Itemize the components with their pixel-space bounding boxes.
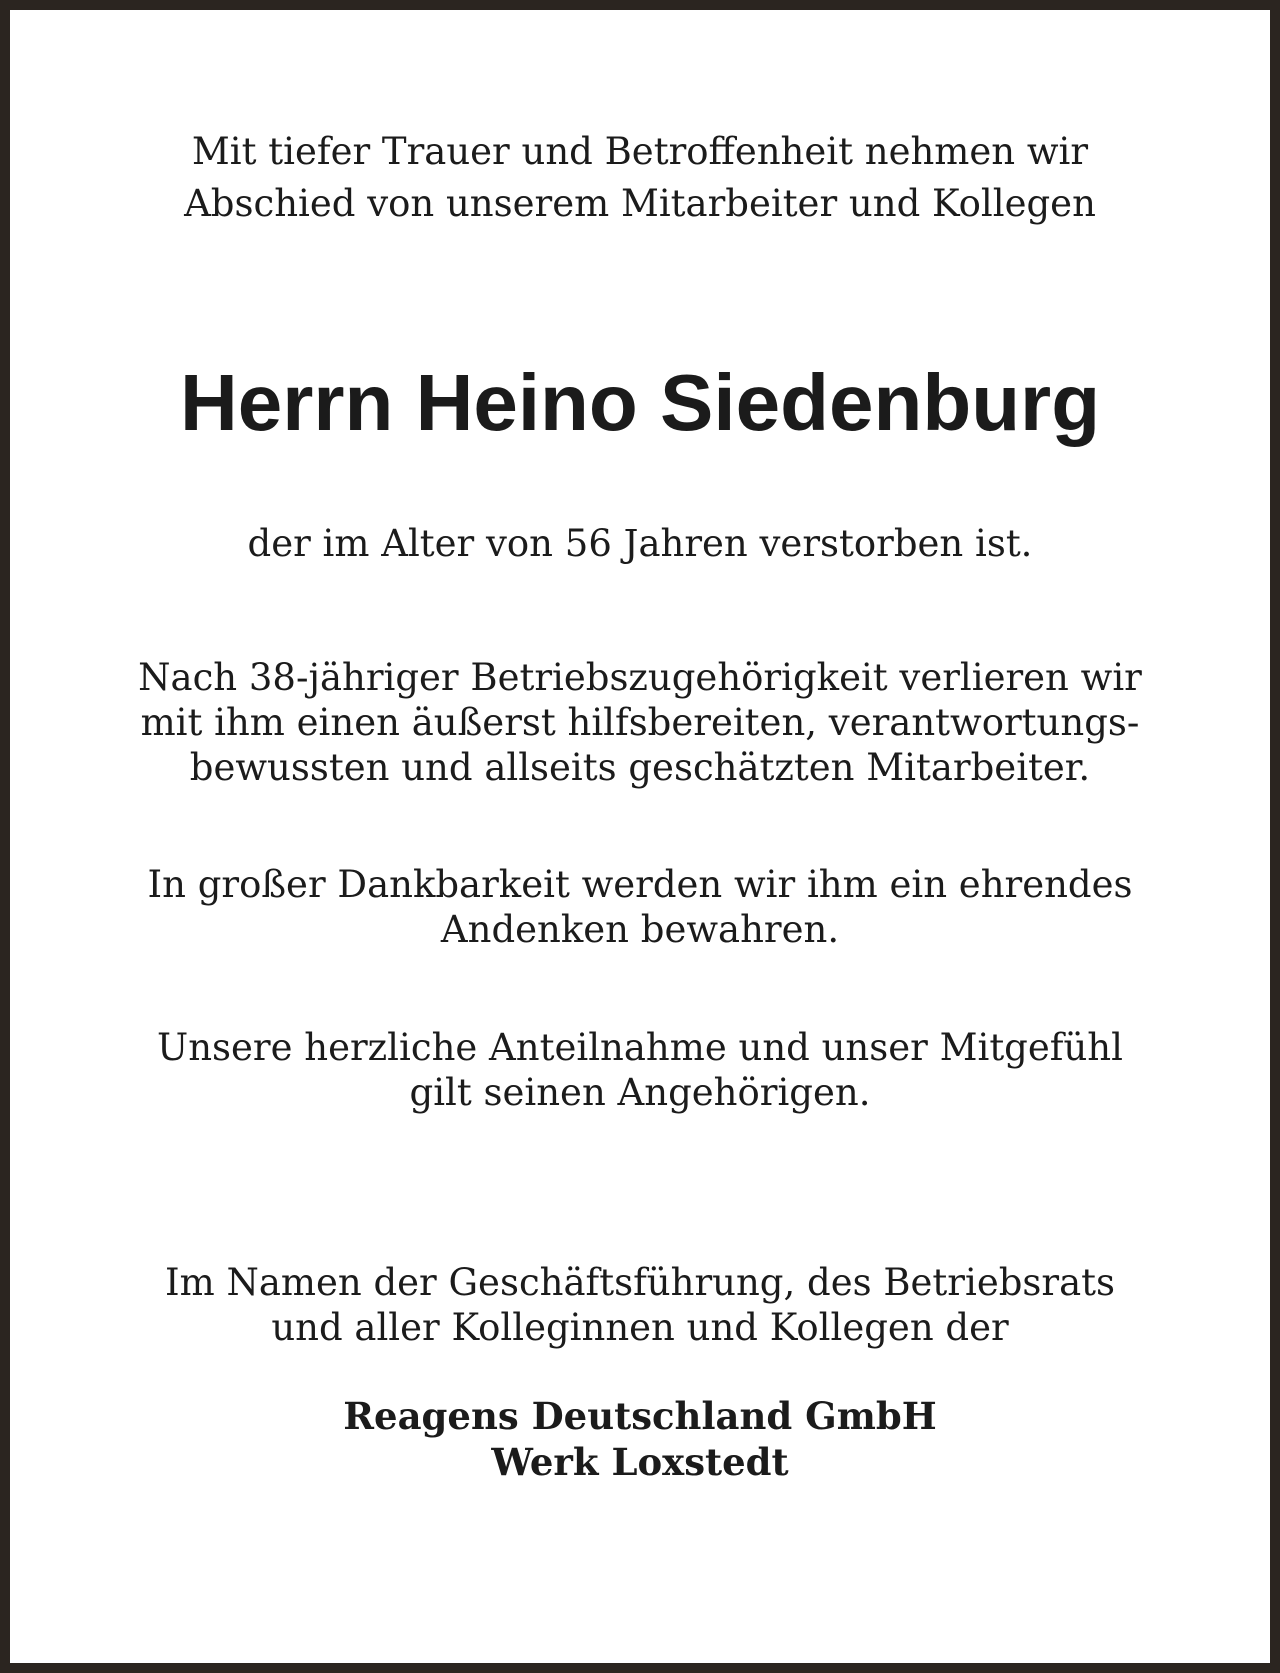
service-line-2: mit ihm einen äußerst hilfsbereiten, verantwortungs- [140, 701, 1140, 744]
service-paragraph [10, 655, 1270, 790]
company-name: Reagens Deutschland GmbH [343, 1394, 937, 1438]
behalf-line-2: und aller Kolleginnen und Kollegen der [271, 1306, 1009, 1349]
service-line-3: bewussten und allseits geschätzten Mitarbeiter. [189, 746, 1091, 789]
age-text: der im Alter von 56 Jahren verstorben ist. [247, 522, 1033, 565]
gratitude-line-2: Andenken bewahren. [440, 908, 840, 951]
service-line-1: Nach 38-jähriger Betriebszugehörigkeit verlieren wir [138, 656, 1142, 699]
intro-line-2: Abschied von unserem Mitarbeiter und Kollegen [184, 182, 1096, 225]
company-signature [10, 1393, 1270, 1485]
sympathy-paragraph [10, 1025, 1270, 1115]
gratitude-paragraph [10, 862, 1270, 952]
sympathy-line-1: Unsere herzliche Anteilnahme und unser Mitgefühl [157, 1026, 1123, 1069]
gratitude-line-1: In großer Dankbarkeit werden wir ihm ein ehrendes [147, 863, 1133, 906]
age-line [10, 518, 1270, 570]
deceased-name: Herrn Heino Siedenburg [179, 358, 1101, 447]
intro-text [10, 126, 1270, 230]
sympathy-line-2: gilt seinen Angehörigen. [409, 1071, 871, 1114]
company-site: Werk Loxstedt [491, 1440, 789, 1484]
intro-line-1: Mit tiefer Trauer und Betroffenheit nehmen wir [191, 130, 1089, 173]
behalf-line-1: Im Namen der Geschäftsführung, des Betriebsrats [165, 1261, 1115, 1304]
behalf-paragraph [10, 1260, 1270, 1350]
